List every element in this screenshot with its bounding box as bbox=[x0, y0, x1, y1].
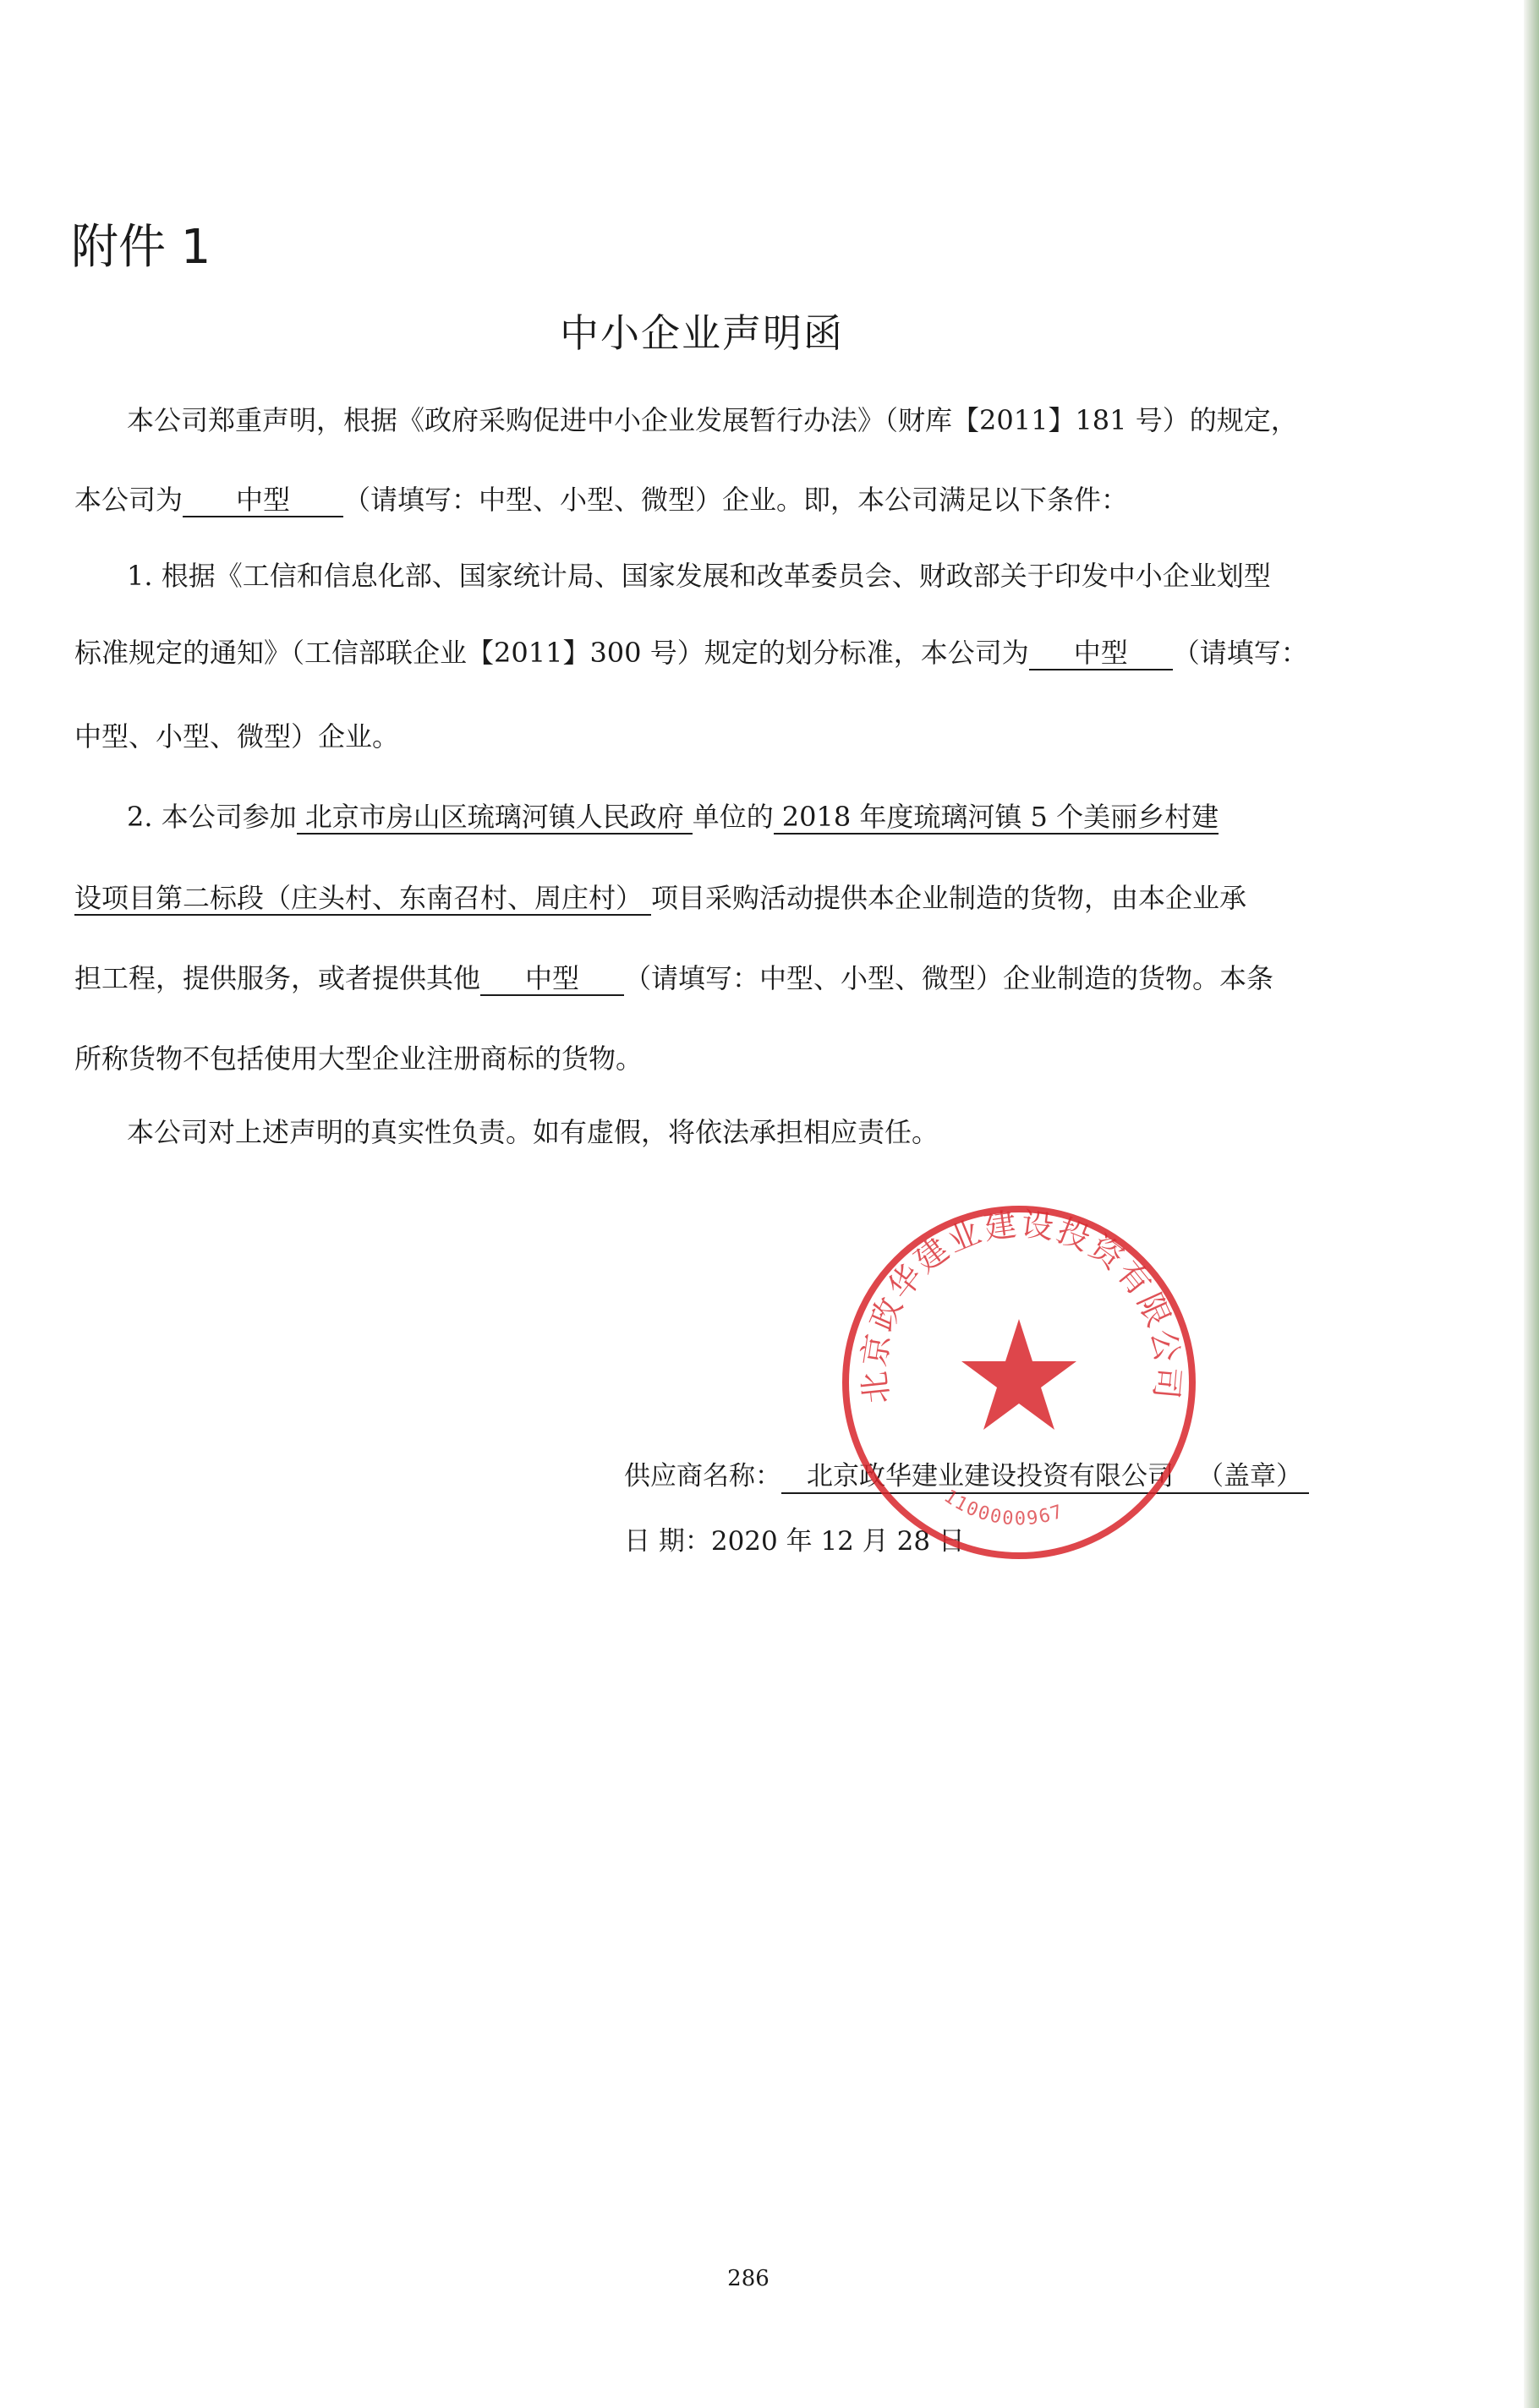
project-name-fill-1: 2018 年度琉璃河镇 5 个美丽乡村建 bbox=[774, 801, 1219, 835]
item-1-line-2 bbox=[74, 637, 1308, 670]
company-size-fill: 中型 bbox=[183, 484, 343, 517]
project-name-fill-2: 设项目第二标段（庄头村、东南召村、周庄村） bbox=[74, 882, 651, 916]
seal-star-icon bbox=[961, 1319, 1076, 1430]
manufacturer-size-fill: 中型 bbox=[480, 962, 624, 996]
company-seal bbox=[833, 1196, 1205, 1568]
page-number: 286 bbox=[727, 2266, 770, 2291]
item-1-line-3: 中型、小型、微型）企业。 bbox=[74, 720, 400, 752]
item-1-line-1: 1. 根据《工信和信息化部、国家统计局、国家发展和改革委员会、财政部关于印发中小企业划型 bbox=[127, 560, 1271, 592]
seal-text: 北京政华建业建设投资有限公司 bbox=[855, 1205, 1187, 1406]
classification-fill: 中型 bbox=[1029, 637, 1173, 670]
date-value: 2020 年 12 月 28 日 bbox=[710, 1526, 965, 1557]
attachment-label: 附件 1 bbox=[71, 220, 211, 275]
paragraph-1-line-1: 本公司郑重声明，根据《政府采购促进中小企业发展暂行办法》（财库【2011】181 号）的规定， bbox=[127, 404, 1298, 436]
text: 标准规定的通知》（工信部联企业【2011】300 号）规定的划分标准，本公司为 bbox=[74, 637, 1029, 669]
text: （请填写： bbox=[1172, 637, 1308, 669]
document-title: 中小企业声明函 bbox=[560, 310, 844, 356]
paragraph-1-line-2 bbox=[74, 484, 1128, 517]
supplier-label: 供应商名称： bbox=[624, 1461, 781, 1491]
text: 2. 本公司参加 bbox=[127, 801, 297, 833]
item-2-line-1 bbox=[127, 801, 1219, 835]
item-2-line-3 bbox=[74, 962, 1273, 996]
text: 本公司为 bbox=[74, 484, 183, 516]
text: 担工程，提供服务，或者提供其他 bbox=[74, 962, 481, 994]
date-label: 日 期： bbox=[624, 1526, 711, 1557]
closing-statement: 本公司对上述声明的真实性负责。如有虚假，将依法承担相应责任。 bbox=[127, 1116, 939, 1148]
stamp-note: （盖章） bbox=[1197, 1461, 1302, 1491]
supplier-name: 北京政华建业建设投资有限公司 bbox=[807, 1461, 1174, 1491]
item-2-line-4: 所称货物不包括使用大型企业注册商标的货物。 bbox=[74, 1043, 644, 1075]
purchasing-unit-fill: 北京市房山区琉璃河镇人民政府 bbox=[297, 801, 693, 835]
text: （请填写：中型、小型、微型）企业。即，本公司满足以下条件： bbox=[343, 484, 1129, 516]
text: （请填写：中型、小型、微型）企业制造的货物。本条 bbox=[624, 962, 1274, 994]
text: 单位的 bbox=[692, 801, 774, 833]
item-2-line-2 bbox=[74, 882, 1246, 916]
text: 项目采购活动提供本企业制造的货物，由本企业承 bbox=[651, 882, 1247, 914]
seal-code: 1100000967 bbox=[939, 1486, 1067, 1530]
scan-edge bbox=[1524, 0, 1539, 2408]
